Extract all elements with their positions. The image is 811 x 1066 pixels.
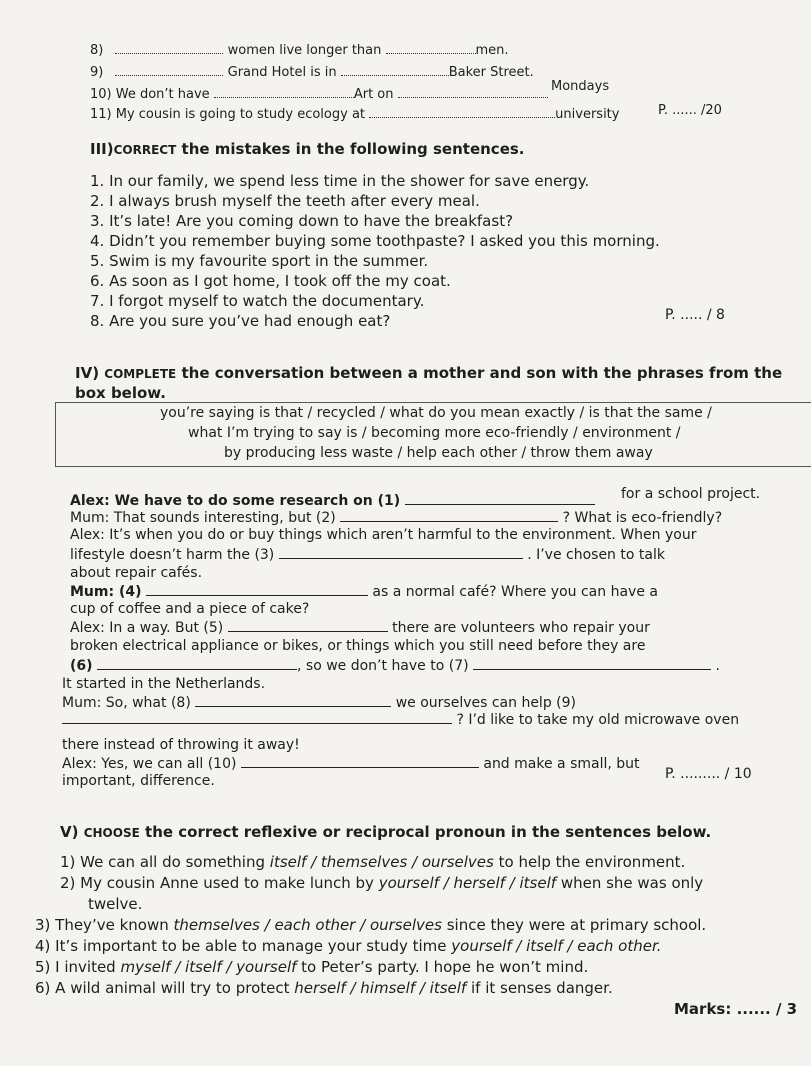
- dialogue-text: It started in the Netherlands.: [62, 676, 266, 692]
- section-title-cont: box below.: [75, 384, 166, 402]
- item-text: women live longer than: [227, 43, 382, 58]
- dialogue-text: there instead of throwing it away!: [62, 737, 300, 753]
- dialogue-line: [70, 583, 658, 600]
- dialogue-line: [62, 711, 739, 728]
- pronoun-item: [60, 874, 703, 892]
- item-text: since they were at primary school.: [441, 916, 707, 934]
- sentence-item: 4. Didn’t you remember buying some toothpaste? I asked you this morning.: [90, 232, 660, 250]
- answer-blank-9[interactable]: [62, 711, 452, 724]
- item-text: twelve.: [88, 895, 143, 913]
- blank[interactable]: [386, 42, 476, 54]
- section-4-heading: [75, 364, 782, 382]
- blank[interactable]: [369, 106, 555, 118]
- item-text: Grand Hotel is in: [227, 65, 337, 80]
- phrase-line: what I’m trying to say is / becoming more eco-friendly / environment /: [188, 425, 681, 441]
- dialogue-line: [70, 492, 595, 509]
- blank[interactable]: [214, 86, 354, 98]
- box-border-left: [55, 402, 56, 466]
- item-text: to Peter’s party. I hope he won’t mind.: [296, 958, 589, 976]
- sentence-item: 5. Swim is my favourite sport in the summer.: [90, 252, 429, 270]
- box-border-bottom: [55, 466, 811, 467]
- section-title: the mistakes in the following sentences.: [181, 140, 525, 158]
- section-number: V): [60, 823, 79, 841]
- dialogue-text: cup of coffee and a piece of cake?: [70, 601, 310, 617]
- pronoun-options[interactable]: itself / themselves / ourselves: [269, 853, 494, 871]
- answer-blank-5[interactable]: [228, 619, 388, 632]
- dialogue-text: Alex: We have to do some research on (1): [70, 493, 401, 509]
- answer-blank-2[interactable]: [340, 509, 558, 522]
- dialogue-text: broken electrical appliance or bikes, or things which you still need before they are: [70, 638, 646, 654]
- answer-blank-7[interactable]: [473, 657, 711, 670]
- dialogue-text: there are volunteers who repair your: [392, 620, 650, 636]
- sentence-item: 2. I always brush myself the teeth after every meal.: [90, 192, 480, 210]
- item-10: [90, 86, 548, 102]
- item-text: 10) We don’t have: [90, 87, 210, 102]
- pronoun-item: [35, 979, 613, 997]
- sentence-item: 3. It’s late! Are you coming down to have the breakfast?: [90, 212, 514, 230]
- dialogue-line: [70, 657, 720, 674]
- points-score: P. ..... / 8: [665, 307, 725, 323]
- item-8: [90, 42, 509, 58]
- pronoun-options[interactable]: herself / himself / itself: [294, 979, 467, 997]
- sentence-item: 6. As soon as I got home, I took off the my coat.: [90, 272, 451, 290]
- pronoun-options[interactable]: yourself / itself / each other.: [451, 937, 662, 955]
- section-verb: COMPLETE: [104, 367, 177, 381]
- item-text: university: [555, 107, 620, 122]
- item-text: 11) My cousin is going to study ecology at: [90, 107, 366, 122]
- phrase-line: you’re saying is that / recycled / what do you mean exactly / is that the same /: [160, 405, 712, 421]
- item-11: [90, 106, 619, 122]
- pronoun-item: [35, 958, 588, 976]
- answer-blank-3[interactable]: [279, 546, 523, 559]
- dialogue-text: Mum: So, what (8): [62, 695, 191, 711]
- sentence-item: 8. Are you sure you’ve had enough eat?: [90, 312, 391, 330]
- dialogue-text: .: [715, 658, 720, 674]
- item-text: 2) My cousin Anne used to make lunch by: [60, 874, 379, 892]
- section-3-heading: [90, 140, 525, 158]
- phrase-line: by producing less waste / help each other / throw them away: [224, 445, 653, 461]
- item-text: 3) They’ve known: [35, 916, 174, 934]
- dialogue-text: Mum: (4): [70, 584, 142, 600]
- dialogue-text: for a school project.: [621, 486, 761, 502]
- sentence-item: 1. In our family, we spend less time in the shower for save energy.: [90, 172, 590, 190]
- section-verb: CHOOSE: [83, 826, 140, 840]
- answer-blank-10[interactable]: [241, 755, 479, 768]
- item-text: 5) I invited: [35, 958, 121, 976]
- section-5-heading: [60, 823, 711, 841]
- box-border-top: [55, 402, 811, 403]
- item-text: Art on: [353, 87, 394, 102]
- dialogue-line: [62, 755, 640, 772]
- section-title: the conversation between a mother and son with the phrases from the: [181, 364, 783, 382]
- item-number: 8): [90, 43, 104, 58]
- blank[interactable]: [341, 64, 449, 76]
- section-number: III): [90, 140, 114, 158]
- answer-blank-4[interactable]: [146, 583, 368, 596]
- dialogue-text: as a normal café? Where you can have a: [372, 584, 658, 600]
- dialogue-line: [70, 509, 722, 526]
- item-text: men.: [475, 43, 509, 58]
- dialogue-text: (6): [70, 658, 93, 674]
- points-score: P. ......... / 10: [665, 766, 752, 782]
- item-text: Baker Street.: [448, 65, 534, 80]
- pronoun-options[interactable]: yourself / herself / itself: [378, 874, 557, 892]
- pronoun-options[interactable]: myself / itself / yourself: [120, 958, 297, 976]
- dialogue-line: [62, 694, 576, 711]
- dialogue-text: about repair cafés.: [70, 565, 203, 581]
- pronoun-item: [35, 937, 662, 955]
- blank[interactable]: [115, 64, 223, 76]
- item-text: to help the environment.: [493, 853, 686, 871]
- item-text: 4) It’s important to be able to manage your study time: [35, 937, 452, 955]
- points-score: P. ...... /20: [658, 103, 722, 118]
- dialogue-text: Alex: It’s when you do or buy things which aren’t harmful to the environment. When your: [70, 527, 697, 543]
- item-number: 9): [90, 65, 104, 80]
- sentence-item: 7. I forgot myself to watch the documentary.: [90, 292, 425, 310]
- dialogue-text: Alex: In a way. But (5): [70, 620, 224, 636]
- dialogue-text: ? I’d like to take my old microwave oven: [456, 712, 740, 728]
- pronoun-item: [35, 916, 706, 934]
- item-text: Mondays: [551, 79, 610, 94]
- item-text: when she was only: [556, 874, 704, 892]
- blank[interactable]: [115, 42, 223, 54]
- dialogue-text: and make a small, but: [483, 756, 640, 772]
- section-verb: CORRECT: [113, 143, 177, 157]
- pronoun-item: [60, 853, 685, 871]
- section-number: IV): [75, 364, 100, 382]
- item-9: [90, 64, 534, 80]
- dialogue-text: lifestyle doesn’t harm the (3): [70, 547, 275, 563]
- dialogue-text: . I’ve chosen to talk: [527, 547, 665, 563]
- dialogue-text: we ourselves can help (9): [395, 695, 576, 711]
- item-text: 1) We can all do something: [60, 853, 270, 871]
- item-text: 6) A wild animal will try to protect: [35, 979, 295, 997]
- answer-blank-8[interactable]: [195, 694, 391, 707]
- dialogue-text: ? What is eco-friendly?: [562, 510, 723, 526]
- marks-score: Marks: ...... / 3: [674, 1000, 798, 1018]
- blank[interactable]: [398, 86, 548, 98]
- pronoun-options[interactable]: themselves / each other / ourselves: [173, 916, 442, 934]
- dialogue-text: , so we don’t have to (7): [297, 658, 469, 674]
- dialogue-text: Alex: Yes, we can all (10): [62, 756, 237, 772]
- dialogue-text: important, difference.: [62, 773, 215, 789]
- section-title: the correct reflexive or reciprocal pronoun in the sentences below.: [145, 823, 712, 841]
- dialogue-text: Mum: That sounds interesting, but (2): [70, 510, 336, 526]
- answer-blank-6[interactable]: [97, 657, 297, 670]
- item-text: if it senses danger.: [466, 979, 613, 997]
- dialogue-line: [70, 619, 650, 636]
- answer-blank-1[interactable]: [405, 492, 595, 505]
- dialogue-line: [70, 546, 665, 563]
